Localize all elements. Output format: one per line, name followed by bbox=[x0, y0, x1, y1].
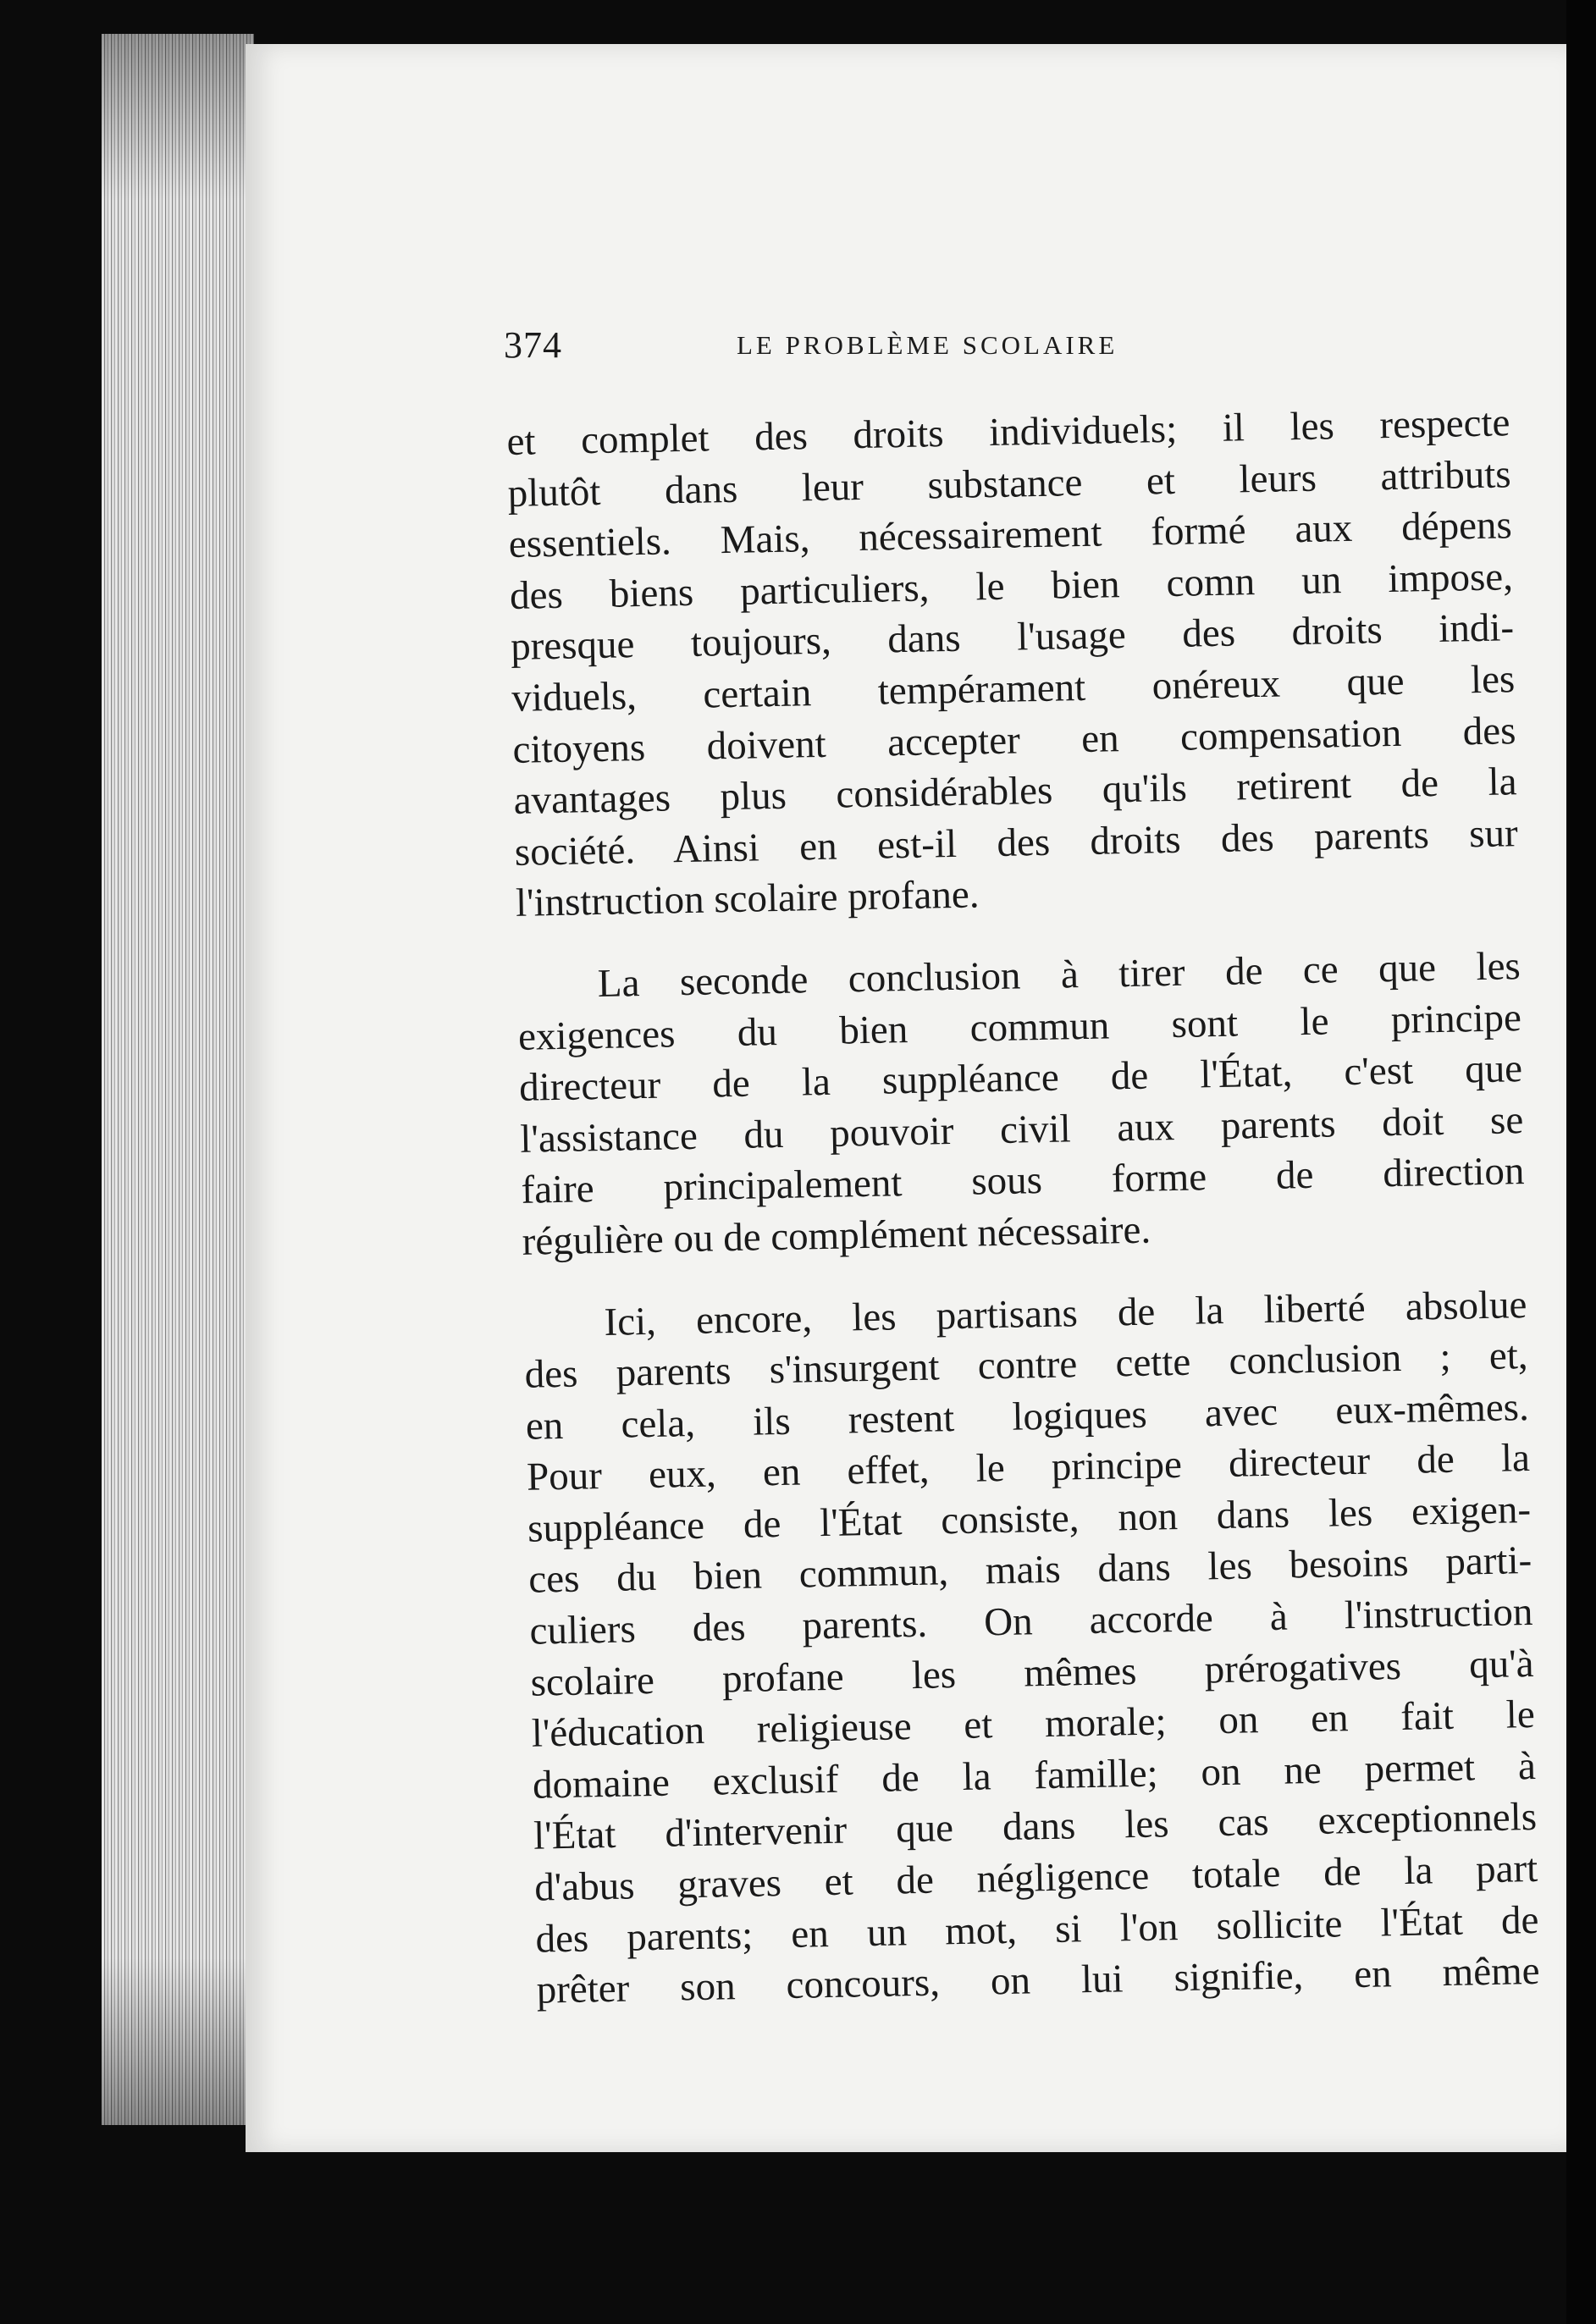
text-line: viduels, certain tempérament onéreux que les bbox=[511, 657, 1516, 720]
text-line: suppléance de l'État consiste, non dans les exigen- bbox=[527, 1487, 1532, 1551]
text-line: l'assistance du pouvoir civil aux parents doit se bbox=[519, 1097, 1524, 1162]
text-line: et complet des droits individuels; il les respecte bbox=[506, 400, 1510, 464]
text-line: plutôt dans leur substance et leurs attributs bbox=[507, 451, 1512, 516]
text-line: des biens particuliers, le bien comn un impose, bbox=[509, 554, 1514, 618]
page-number: 374 bbox=[504, 324, 562, 366]
book-page-edges bbox=[102, 34, 254, 2125]
text-line: faire principalement sous forme de direction bbox=[521, 1149, 1525, 1213]
text-line: scolaire profane les mêmes prérogatives qu'à bbox=[530, 1641, 1534, 1705]
text-line: l'instruction scolaire profane. bbox=[515, 872, 980, 926]
text-line: domaine exclusif de la famille; on ne permet à bbox=[532, 1743, 1537, 1808]
body-text bbox=[506, 397, 1540, 2016]
text-line: l'État d'intervenir que dans les cas exceptionnels bbox=[533, 1795, 1538, 1859]
text-line: essentiels. Mais, nécessairement formé aux dépens bbox=[508, 503, 1513, 567]
running-header bbox=[504, 323, 1266, 374]
text-line: avantages plus considérables qu'ils retirent de la bbox=[513, 759, 1517, 824]
text-line: directeur de la suppléance de l'État, c'est que bbox=[518, 1046, 1523, 1110]
text-line: l'éducation religieuse et morale; on en fait le bbox=[531, 1692, 1536, 1756]
text-line: société. Ainsi en est-il des droits des parents sur bbox=[514, 810, 1519, 875]
text-line: en cela, ils restent logiques avec eux-mêmes. bbox=[525, 1384, 1530, 1449]
text-line: citoyens doivent accepter en compensation des bbox=[512, 708, 1516, 772]
text-line: prêter son concours, on lui signifie, en même bbox=[536, 1949, 1540, 2012]
paragraph-2 bbox=[516, 941, 1526, 1267]
text-line: régulière ou de complément nécessaire. bbox=[522, 1207, 1151, 1264]
text-line: exigences du bien commun sont le principe bbox=[517, 995, 1522, 1059]
text-line: Pour eux, en effet, le principe directeur de la bbox=[526, 1436, 1531, 1500]
text-line: La seconde conclusion à tirer de ce que les bbox=[597, 944, 1521, 1006]
paragraph-3 bbox=[523, 1279, 1540, 2017]
running-title: LE PROBLÈME SCOLAIRE bbox=[737, 330, 1118, 360]
text-line: des parents s'insurgent contre cette conclusion ; et, bbox=[524, 1333, 1529, 1397]
text-line: presque toujours, dans l'usage des droits indi- bbox=[510, 605, 1515, 670]
scan-border bbox=[1566, 0, 1596, 2324]
text-line: des parents; en un mot, si l'on sollicite l'État de bbox=[535, 1897, 1539, 1962]
text-line: ces du bien commun, mais dans les besoins parti- bbox=[527, 1538, 1532, 1603]
text-line: Ici, encore, les partisans de la liberté absolue bbox=[604, 1282, 1527, 1344]
paragraph-1 bbox=[506, 397, 1519, 930]
text-line: d'abus graves et de négligence totale de la part bbox=[533, 1846, 1538, 1910]
text-line: culiers des parents. On accorde à l'instruction bbox=[529, 1590, 1533, 1653]
